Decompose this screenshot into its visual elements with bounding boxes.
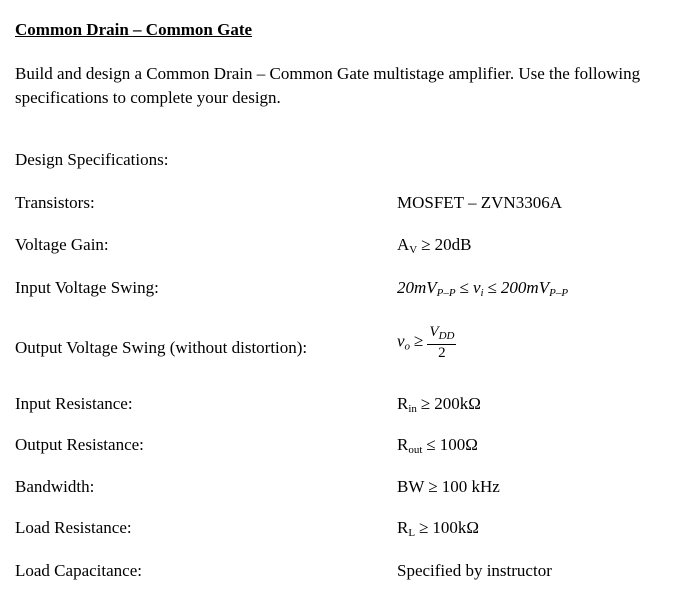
spec-value-input-resistance: [397, 394, 481, 415]
intro-paragraph: Build and design a Common Drain – Common Gate multistage amplifier. Use the following specifications to complete your design.: [15, 64, 641, 107]
rl-symbol: R: [397, 518, 409, 537]
rout-symbol: R: [397, 435, 409, 454]
rin-relation: ≥: [420, 394, 431, 413]
rout-symbol-sub: out: [408, 444, 423, 456]
spec-value-load-resistance: [397, 518, 479, 539]
spec-label-output-swing: Output Voltage Swing (without distortion):: [15, 338, 308, 357]
spec-value-load-capacitance: Specified by instructor: [397, 561, 552, 580]
input-swing-low: 20mV: [397, 278, 437, 297]
rin-symbol-sub: in: [408, 403, 417, 415]
output-swing-var-sub: o: [404, 340, 411, 353]
input-swing-high-sub: P–P: [549, 287, 569, 299]
spec-label-voltage-gain: Voltage Gain:: [15, 235, 109, 254]
spec-label-input-swing: Input Voltage Swing:: [15, 278, 159, 297]
rin-symbol: R: [397, 394, 409, 413]
spec-label-load-capacitance: Load Capacitance:: [15, 561, 142, 580]
input-swing-low-sub: P–P: [436, 287, 456, 299]
rl-relation: ≥: [419, 518, 429, 537]
spec-label-bandwidth: Bandwidth:: [15, 477, 95, 496]
fraction-numerator: [427, 324, 456, 345]
bw-symbol: BW: [397, 477, 425, 496]
numerator-sub: DD: [438, 330, 455, 342]
input-swing-high: 200mV: [500, 278, 550, 297]
gain-relation: ≥: [421, 235, 431, 254]
rl-value: 100kΩ: [432, 518, 480, 537]
spec-heading: Design Specifications:: [15, 150, 169, 169]
rin-value: 200kΩ: [434, 394, 481, 413]
input-swing-rel1: ≤: [459, 278, 469, 297]
rl-symbol-sub: L: [408, 527, 416, 539]
spec-label-output-resistance: Output Resistance:: [15, 435, 144, 454]
spec-value-output-swing: [397, 324, 456, 361]
bw-value: 100 kHz: [441, 477, 500, 496]
input-swing-var-sub: i: [480, 287, 484, 299]
rout-relation: ≤: [426, 435, 436, 454]
spec-label-load-resistance: Load Resistance:: [15, 518, 132, 537]
document-title: Common Drain – Common Gate: [15, 20, 253, 39]
numerator-symbol: V: [429, 324, 439, 340]
fraction-denominator: 2: [438, 345, 446, 361]
input-swing-rel2: ≤: [487, 278, 497, 297]
bw-relation: ≥: [428, 477, 438, 496]
input-swing-var: v: [472, 278, 481, 297]
output-swing-fraction: [427, 324, 456, 361]
output-swing-var: v: [397, 331, 405, 351]
gain-value: 20dB: [434, 235, 472, 254]
spec-value-output-resistance: [397, 435, 478, 456]
gain-symbol-sub: V: [409, 244, 418, 256]
spec-value-input-swing: [397, 278, 568, 299]
spec-value-voltage-gain: [397, 235, 471, 256]
gain-symbol: A: [397, 235, 410, 254]
rout-value: 100Ω: [439, 435, 478, 454]
spec-label-input-resistance: Input Resistance:: [15, 394, 133, 413]
output-swing-relation: ≥: [414, 331, 424, 351]
spec-value-bandwidth: [397, 477, 500, 497]
spec-label-transistors: Transistors:: [15, 193, 95, 212]
spec-value-transistors: MOSFET – ZVN3306A: [397, 193, 562, 212]
